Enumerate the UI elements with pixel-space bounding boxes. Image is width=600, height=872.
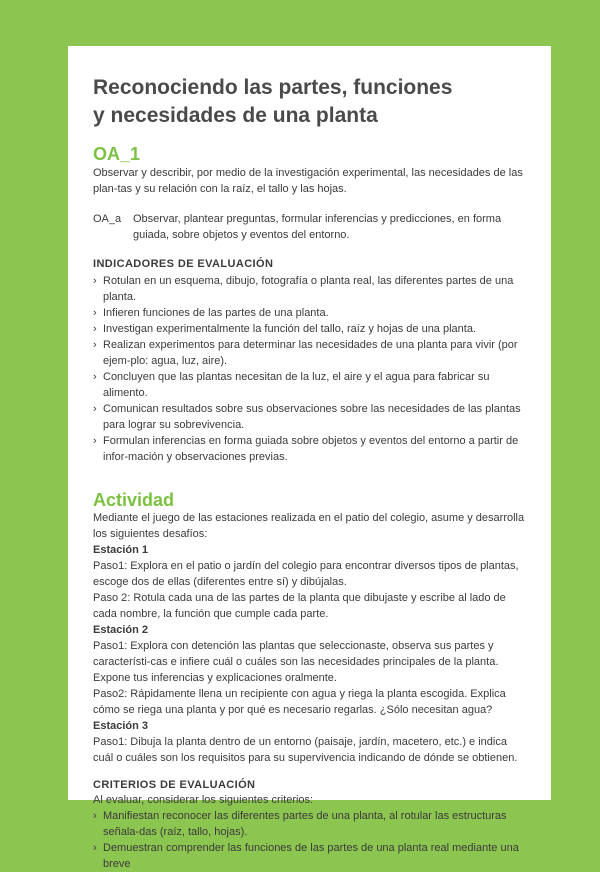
list-item-text: Rotulan en un esquema, dibujo, fotografía o planta real, las diferentes partes de una planta. bbox=[103, 275, 514, 303]
list-item bbox=[93, 808, 529, 840]
station-1-step-2: Paso 2: Rotula cada una de las partes de la planta que dibujaste y escribe al lado de cada nombre, la función que cumple cada parte. bbox=[93, 592, 506, 620]
station-3-step-1: Paso1: Dibuja la planta dentro de un entorno (paisaje, jardín, macetero, etc.) e indica cuál o cuáles son los requisitos para su supervivencia indicando de dónde se obtienen. bbox=[93, 736, 518, 764]
list-item-text: Realizan experimentos para determinar las necesidades de una planta para vivir (por ejem-plo: agua, luz, aire). bbox=[103, 339, 518, 367]
bullet-icon: › bbox=[93, 403, 97, 415]
indicators-heading: INDICADORES DE EVALUACIÓN bbox=[93, 258, 274, 270]
indicators-list bbox=[93, 273, 529, 465]
station-2-step-1: Paso1: Explora con detención las plantas que seleccionaste, observa sus partes y característi-cas e infiere cuál o cuáles son las necesidades principales de la planta. Expone tus inferencias y explicaciones oralmente. bbox=[93, 640, 499, 684]
list-item bbox=[93, 337, 529, 369]
activity-heading: Actividad bbox=[93, 490, 175, 510]
oa-sub-objective bbox=[93, 211, 529, 243]
oa-sub-text: Observar, plantear preguntas, formular inferencias y predicciones, en forma guiada, sobre objetos y eventos del entorno. bbox=[133, 213, 502, 241]
activity-intro: Mediante el juego de las estaciones realizada en el patio del colegio, asume y desarrolla los siguientes desafíos: bbox=[93, 512, 525, 540]
list-item-text: Manifiestan reconocer las diferentes partes de una planta, al rotular las estructuras señala-das (raíz, tallo, hojas). bbox=[103, 810, 507, 838]
title-line-2: y necesidades de una planta bbox=[93, 104, 378, 127]
list-item-text: Formulan inferencias en forma guiada sobre objetos y eventos del entorno a partir de infor-mación y observaciones previas. bbox=[103, 435, 519, 463]
list-item bbox=[93, 321, 529, 337]
list-item bbox=[93, 369, 529, 401]
list-item bbox=[93, 433, 529, 465]
list-item bbox=[93, 401, 529, 433]
bullet-icon: › bbox=[93, 810, 97, 822]
bullet-icon: › bbox=[93, 307, 97, 319]
list-item bbox=[93, 840, 529, 872]
oa-code: OA_1 bbox=[93, 144, 141, 164]
bullet-icon: › bbox=[93, 275, 97, 287]
oa-description: Observar y describir, por medio de la investigación experimental, las necesidades de las plan-tas y su relación con la raíz, el tallo y las hojas. bbox=[93, 167, 523, 195]
list-item-text: Investigan experimentalmente la función del tallo, raíz y hojas de una planta. bbox=[103, 323, 477, 335]
bullet-icon: › bbox=[93, 339, 97, 351]
station-2-step-2: Paso2: Rápidamente llena un recipiente con agua y riega la planta escogida. Explica cómo se riega una planta y por qué es necesario regarlas. ¿Sólo necesitan agua? bbox=[93, 688, 506, 716]
list-item bbox=[93, 273, 529, 305]
document-page bbox=[68, 46, 551, 870]
bullet-icon: › bbox=[93, 435, 97, 447]
document-content bbox=[93, 74, 529, 872]
bullet-icon: › bbox=[93, 323, 97, 335]
list-item-text: Infieren funciones de las partes de una planta. bbox=[103, 307, 329, 319]
station-2-heading: Estación 2 bbox=[93, 624, 149, 636]
station-1-step-1: Paso1: Explora en el patio o jardín del colegio para encontrar diversos tipos de plantas, escoge dos de ellas (diferentes entre sí) y dibújalas. bbox=[93, 560, 519, 588]
list-item-text: Concluyen que las plantas necesitan de la luz, el aire y el agua para fabricar su alimento. bbox=[103, 371, 490, 399]
list-item-text: Demuestran comprender las funciones de las partes de una planta real mediante una breve bbox=[103, 842, 519, 870]
criteria-intro: Al evaluar, considerar los siguientes criterios: bbox=[93, 794, 314, 806]
criteria-list bbox=[93, 808, 529, 872]
bullet-icon: › bbox=[93, 371, 97, 383]
station-3-heading: Estación 3 bbox=[93, 720, 149, 732]
bullet-icon: › bbox=[93, 842, 97, 854]
page-title bbox=[93, 74, 529, 130]
oa-sub-code: OA_a bbox=[93, 213, 122, 225]
criteria-heading: CRITERIOS DE EVALUACIÓN bbox=[93, 779, 256, 791]
list-item bbox=[93, 305, 529, 321]
title-line-1: Reconociendo las partes, funciones bbox=[93, 76, 453, 99]
station-1-heading: Estación 1 bbox=[93, 544, 149, 556]
list-item-text: Comunican resultados sobre sus observaciones sobre las necesidades de las plantas para lograr su sobrevivencia. bbox=[103, 403, 521, 431]
